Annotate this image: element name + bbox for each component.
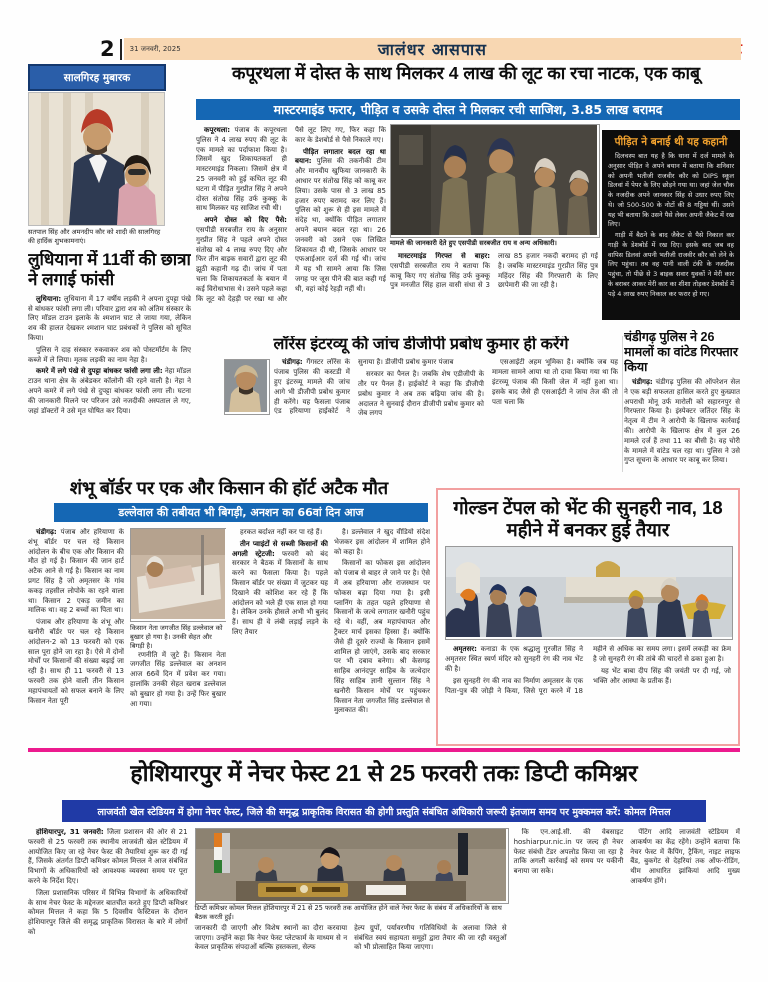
paragraph: गाड़ी में बैठने के बाद जैकेट से पैसे निकाल कर गाड़ी के डेशबोर्ड में रख दिए। इसके बाद जब वह वापिस डिलवां अपनी भतीजी राजवीर कौर को लेने के लिए पहुंचा। तब वह पानी वाली टंकी के नजदीक पहुंचा, तो पीछे से 3 बाइक सवार युवकों ने मेरी कार के बराबर आकर मेरी कार का शीशा तोड़कर डेशबोर्ड में पड़े 4 लाख रुपए निकाल कर फरार हो गए। [608, 231, 734, 298]
lawrence-article [224, 336, 623, 472]
paragraph [624, 378, 740, 466]
para-text: गैंगस्टर लॉरेंस के पंजाब पुलिस की कस्टडी में हुए इंटरव्यू मामले की जांच आगे भी डीजीपी प्रबोध कुमार ही करेंगे। यह फैसला पंजाब एंड हरियाणा हाईकोर्ट ने सुनाया है। डीजीपी प्रबोध कुमार पंजाब [274, 358, 454, 416]
paragraph [334, 528, 430, 557]
kapurthala-body [196, 126, 386, 334]
ludhiana-body [28, 295, 191, 417]
chandigarh-headline: चंडीगढ़ पुलिस ने 26 मामलों का वांटेड गिरफ्तार किया [624, 330, 738, 374]
para-text: चंडीगढ़ पुलिस की ऑपरेशन सेल ने एक बड़ी सफलता हासिल करते हुए कुख्यात अपराधी मोनू उर्फ मारोली को सहारनपुर से गिरफ्तार किया है। इंस्पेक्टर जतिंदर सिंह के नेतृत्व में टीम ने आरोपी के खिलाफ कार्रवाई की। आरोपी के खिलाफ क्षेत्र में कुल 26 मामले दर्ज हैं तथा 11 का बीसी है। वह चोरी के मामले में वांटेड चल रहा था। पुलिस ने उसे गुप्त सूचना के आधार पर काबू कर लिया। [624, 378, 740, 465]
hoshiarpur-col3 [514, 828, 624, 976]
chandigarh-article [624, 330, 740, 482]
para-text: कनाडा के एक श्रद्धालु गुरजीत सिंह ने अमृतसर स्थित स्वर्ण मंदिर को सुनहरी रंग की नाव भेंट की है। [445, 645, 583, 673]
paragraph [390, 252, 598, 292]
victim-story-sidebar [602, 130, 740, 320]
para-text: पंजाब और हरियाणा के शंभू और खनौरी बॉर्डर पर चल रहे किसान आंदोलन-2 को 13 फरवरी को एक साल पूरा होने जा रहा है। ऐसे में दोनों मोर्चों पर किसानों की संख्या बढ़ाई जा रही है। साथ ही 11 फरवरी से 13 फरवरी तक होने वाली तीन किसान महापंचायतों को सफल बनाने के लिए किसान नेता पूरी [28, 618, 124, 705]
paragraph [445, 645, 583, 674]
hoshiarpur-photo-column [195, 828, 507, 976]
paragraph [28, 828, 188, 887]
para-text: नेहा मॉडल टाउन थाना क्षेत्र के अंबेडकर कॉलोनी की रहने वाली है। नेहा ने अपने कमरे में लगे पंखे से दुपट्टा बांधकर फांसी लगा ली। घटना की जानकारी मिलने पर परिजन उसे नजदीकी अस्पताल ले गए, जहां डॉक्टरों ने उसे मृत घोषित कर दिया। [28, 367, 191, 415]
shambhu-subheadline: डल्लेवाल की तबीयत भी बिगड़ी, अनशन का 66वां दिन आज [54, 503, 428, 522]
shambhu-headline: शंभू बॉर्डर पर एक और किसान की हॉर्ट अटैक मौत [69, 478, 389, 498]
para-lead: होशियारपुर, 31 जनवरी: [36, 828, 104, 836]
under-caption-col-a: जानकारी दी जाएगी और विशेष स्थानों का दौरा करवाया जाएगा। उन्होंने कहा कि नेचर फेस्ट प्लेटफार्म के माध्यम से न केवल प्राकृतिक संपदाओं बल्कि हस्तकला, सेल्फ [194, 923, 348, 952]
para-text: पुलिस की तकनीकी टीम और मानवीय खुफिया जानकारी के आधार पर संतोख सिंह को काबू कर लिया। उसके पास से 3 लाख 85 हजार रुपए बरामद कर लिए हैं। पुलिस को शुरू से ही इस मामले में संदेह था, क्योंकि पीड़ित लगातार अपने बयान बदल रहा था। 26 जनवरी को उसने एक लिखित शिकायत दी थी, जिसके आधार पर एफआईआर दर्ज की गई थी। जांच में यह भी सामने आया कि जिस जगह पर जूस पीने की बात कही गई थी, वहां कोई रेहड़ी नहीं थी। [295, 157, 386, 293]
shambhu-col3 [232, 528, 328, 732]
para-text: लुधियाना में 17 वर्षीय लड़की ने अपना दुपट्टा पंखे से बांधकर फांसी लगा ली। परिवार द्वारा शव को अंतिम संस्कार के लिए मॉडल टाउन इलाके के श्मशान घाट ले जाया गया, लेकिन शव की हालत देखकर श्मशान घाट प्रबंधकों ने पुलिस को सूचित किया। [28, 294, 191, 342]
shambhu-col4 [334, 528, 430, 732]
hoshiarpur-col1 [28, 828, 188, 976]
hoshiarpur-col4 [630, 828, 740, 976]
paragraph [334, 559, 430, 716]
para-text: जिला प्रशासन की ओर से 21 फरवरी से 25 फरवरी तक स्थानीय लाजवंती खेल स्टेडियम में आयोजित किए जा रहे नेचर फेस्ट की तैयारियां शुरू कर दी गई हैं, जिसके अंतर्गत डिप्टी कमिश्नर कोमल मित्तल ने आज संबंधित विभागों के अधिकारियों को आवश्यक व्यवस्था समय पर पूरा करने के निर्देश दिए। [28, 828, 188, 885]
paragraph [492, 358, 618, 407]
para-text: फरवरी को बंद सरकार ने बैठक में किसानों के साथ करने का फैसला किया है। पहले किसान बॉर्डर पर संख्या में जुटकर यह दिखाने की कोशिश कर रहे हैं कि आंदोलन को भले ही एक साल हो गया है। लेकिन उनके हौसले अभी भी बुलंद हैं। साथ ही वे लंबी लड़ाई लड़ने के लिए तैयार [232, 549, 328, 636]
lawrence-body [224, 358, 618, 462]
sidebar-title: पीड़ित ने बनाई थी यह कहानी [614, 136, 728, 148]
para-text: किसानों का फोकस इस आंदोलन को पंजाब से बाहर ले जाने पर है। ऐसे में अब हरियाणा और राजस्थान पर फोकस बढ़ा दिया गया है। इसी प्लानिंग के तहत पहले हरियाणा से किसानों के जत्थे लगातार खनौरी पहुंच रहे थे। वहीं, अब महापंचायत और ट्रैक्टर मार्च इसका हिस्सा हैं। क्योंकि जैसे ही दूसरे राज्यों के किसान इसमें शामिल हो जाएंगे, उसके बाद सरकार पर भी दबाव बनेगा। श्री केसगढ़ साहिब आनंदपुर साहिब के जत्थेदार सिंह साहिब ज्ञानी सुल्तान सिंह ने खनौरी किसान मोर्चे पर पहुंचकर किसान नेता जगजीत सिंह डल्लेवाल से मुलाकात की। [334, 559, 430, 715]
paragraph [593, 667, 731, 687]
para-text: पुलिस ने दाह संस्कार रुकवाकर शव को पोस्टमॉर्टम के लिए कब्जे में ले लिया। मृतक लड़की का नाम नेहा है। [28, 345, 191, 364]
date-label: 31 जनवरी, 2025 [129, 44, 181, 53]
paragraph [28, 367, 191, 416]
police-press-photo [390, 124, 600, 238]
paragraph: कि एन.आई.सी. की वेबसाइट hoshiarpur.nic.in पर जल्द ही नेचर फेस्ट संबंधी टेंडर अपलोड किया जा रहा है ताकि अगली कार्रवाई को समय पर यकीनी बनाया जा सके। [513, 828, 624, 876]
meeting-photo [195, 828, 509, 904]
dallewal-photo-caption: किसान नेता जगजीत सिंह डल्लेवाल को बुखार हो गया है। उनकी सेहत और बिगड़ी है। [130, 624, 223, 650]
para-text: है। डल्लेवाल ने खुद वीडियो संदेश भेजकर इस आंदोलन में शामिल होने को कहा है। [334, 528, 430, 556]
para-text: एसआईटी अहम भूमिका है। क्योंकि जब यह मामला सामने आया था तो दावा किया गया था कि इंटरव्यू पंजाब की किसी जेल में नहीं हुआ था। इसके बाद जैसे ही एसआईटी ने जांच तेज की तो पता चला कि [492, 358, 618, 406]
lawrence-mugshot-photo [224, 359, 270, 415]
anniversary-tag: सालगिरह मुबारक [28, 64, 166, 91]
para-text: इस सुनहरी रंग की नाव का निर्माण अमृतसर के एक पिता-पुत्र की जोड़ी ने किया, जिसे पूरा करने में 18 महीने से अधिक का समय लगा। इसमें लकड़ी का फ्रेम है जो सुनहरी रंग की तांबे की चादरों से ढका हुआ है। [445, 645, 731, 695]
anniversary-photo [28, 92, 165, 226]
para-text: सरकार का पैनल है। जबकि शेष एडीजीपी के तौर पर पैनल हैं। हाईकोर्ट ने कहा कि डीजीपी प्रबोध कुमार ने अब तक बढ़िया जांच की है। अदालत ने सुनवाई दौरान डीजीपी प्रबोध कुमार को जेब लगप [358, 370, 484, 418]
sidebar-body [608, 152, 734, 299]
hoshiarpur-under-caption [195, 924, 507, 953]
para-lead: तीन प्वाइंटों से सब्जी किसानों की अगली स्ट्रेटजी: [232, 539, 328, 558]
header-band [124, 38, 742, 60]
paragraph [28, 618, 124, 706]
paragraph [28, 889, 188, 938]
paragraph: पेंटिंग आदि लाजवंती स्टेडियम में आकर्षण का केंद्र रहेंगे। उन्होंने बताया कि नेचर फेस्ट में कैंपिंग, ट्रैकिंग, नाइट लाइफ बैंड, बुकगेट से देहरियां तक ऑफ-रोडिंग, थीम आधारित झांकियां आदि मुख्य आकर्षण होंगे। [630, 828, 740, 885]
goldentemple-headline: गोल्डन टेंपल को भेंट की सुनहरी नाव, 18 महीने में बनकर हुई तैयार [453, 497, 723, 541]
shambhu-col2-text [130, 651, 226, 710]
para-lead: कपूरथला: [204, 126, 231, 134]
lawrence-headline: लॉरेंस इंटरव्यू की जांच डीजीपी प्रबोध कुमार ही करेंगे [273, 336, 569, 353]
hoshiarpur-body [28, 828, 740, 976]
para-lead: अमृतसर: [453, 645, 477, 654]
ludhiana-article [28, 250, 191, 474]
kapurthala-subheadline: मास्टरमाइंड फरार, पीड़ित व उसके दोस्त ने मिलकर रची साजिश, 3.85 लाख बरामद [196, 99, 740, 120]
hoshiarpur-subheadline: लाजवंती खेल स्टेडियम में होगा नेचर फेस्ट, जिले की समृद्ध प्राकृतिक विरासत की होगी प्रस्तुति संबंधित अधिकारी जरूरी इंतजाम समय पर मुक्कमल करें: कोमल मित्तल [62, 800, 706, 822]
para-lead: कमरे में लगे पंखे से दुपट्टा बांधकर फांसी लगा ली: [36, 367, 163, 376]
para-lead: पीड़ित लगातार बदल रहा था बयान: [295, 147, 386, 166]
shambhu-body [28, 528, 430, 732]
section-title: जालंधर आसपास [377, 40, 487, 59]
para-lead: अपने दोस्त को दिए पैसे: [204, 216, 287, 225]
kapurthala-body-continued [390, 252, 598, 332]
para-text: एसपीडी सरबजीत राय के अनुसार गुरप्रीत सिंह ने पहले अपने दोस्त संतोख को 4 लाख रुपए दिए और फिर तीन बाइक सवारों द्वारा लूट की झूठी कहानी गढ़ दी। जांच में पता चला कि शिकायतकर्ता के बयान में कई विरोधाभास थे। उसने पहले कहा कि लूट को देहड़ी पर रखा था और पैसे लूट लिए गए, फिर कहा कि कार के डेशबोर्ड से पैसे निकाले गए। [196, 126, 386, 303]
shambhu-col2 [130, 528, 226, 732]
paragraph [28, 346, 191, 366]
under-caption-col-b: हेल्प ग्रुपों, पर्यावरणीय गतिविधियों के अलावा जिले से संबंधित स्वयं सहायता समूहों द्वारा तैयार की जा रही वस्तुओं को भी प्रोत्साहित किया जाएगा। [354, 923, 507, 952]
police-photo-caption: मामले की जानकारी देते हुए एसपीडी सरबजीत राय व अन्य अधिकारी। [390, 239, 557, 247]
dallewal-photo [130, 528, 226, 622]
paragraph [232, 528, 328, 538]
para-text: जिला प्रशासनिक परिसर में विभिन्न विभागों के अधिकारियों के साथ नेचर फेस्ट के मद्देनजर बातचीत करते हुए डिप्टी कमिश्नर कोमल मित्तल ने कहा कि 5 दिवसीय फेस्टिवल के दौरान होशियारपुर जिले की समृद्ध प्राकृतिक विरासत के बारे में लोगों को [28, 888, 188, 936]
section-divider [28, 748, 740, 752]
paragraph [232, 540, 328, 638]
para-lead: मास्टरमाइंड गिरफ्त से बाहर: [398, 252, 490, 260]
para-lead: चंडीगढ़: [282, 358, 303, 367]
paragraph [28, 528, 124, 616]
ludhiana-headline: लुधियाना में 11वीं की छात्रा ने लगाई फांसी [28, 250, 191, 290]
kapurthala-headline: कपूरथला में दोस्त के साथ मिलकर 4 लाख की लूट का रचा नाटक, एक काबू [231, 63, 701, 83]
goldentemple-article [436, 488, 740, 746]
para-lead: चंडीगढ़: [632, 378, 653, 386]
page-number: 2 [100, 39, 122, 60]
para-text: पंजाब के कपूरथला पुलिस ने 4 लाख रुपए की लूट के एक मामले का पर्दाफाश किया है। जिसमें खुद शिकायतकर्ता ही मास्टरमाइंड निकला। जिसमें क्षेत्र में 25 जनवरी को हुई कथित लूट की घटना में पीड़ित गुरप्रीत सिंह ने अपने दोस्त संतोख सिंह उर्फ कुक्कू के साथ मिलकर यह साजिश रची थी। [196, 126, 287, 213]
paragraph [196, 126, 287, 214]
paragraph: रणनीति में जुटे हैं। किसान नेता जगजीत सिंह डल्लेवाल का अनशन आज 66वें दिन में प्रवेश कर गया। हालांकि उनकी सेहत खराब डल्लेवाल को बुखार हो गया है। उन्हें फिर बुखार आ गया। [130, 650, 226, 708]
para-text: यह भेंट बाबा दीप सिंह की जयंती पर दी गई, जो भक्ति और आस्था के प्रतीक हैं। [593, 666, 731, 685]
paragraph [358, 370, 484, 419]
hoshiarpur-headline: होशियारपुर में नेचर फेस्ट 21 से 25 फरवरी तकः डिप्टी कमिश्नर [130, 760, 638, 786]
anniversary-caption: सतपाल सिंह और अमनदीप कौर को शादी की सालगिरह की हार्दिक शुभकामनाएं। [28, 228, 161, 245]
paragraph: दिलचस्प बात यह है कि थाना में दर्ज मामले के अनुसार पीड़ित ने अपने बयान में बताया कि शनिवार को अपनी भतीजी राजवीर कौर को DIPS स्कूल डिलवां में पेपर के लिए छोड़ने गया था। जहां जेल चौक के नजदीक अपने जानकार सिंह से उधार रुपए लिए थे। जो 500-500 के नोटों की 8 गड्डियां थीं। उसने यह भी बताया कि उसने पैसे लेकर अपनी जैकेट में रख लिए। [608, 152, 734, 229]
page-header [100, 36, 742, 62]
chandigarh-body [624, 378, 740, 466]
para-lead: लुधियाना: [36, 294, 62, 303]
paragraph [28, 295, 191, 344]
para-text: हरकत बर्दाश्त नहीं कर पा रहे हैं। [240, 528, 323, 536]
meeting-photo-caption: डिप्टी कमिश्नर कोमल मित्तल होशियारपुर में 21 से 25 फरवरी तक आयोजित होने वाले नेचर फेस्ट के संबंध में अधिकारियों के साथ बैठक करती हुईं। [194, 904, 502, 921]
paragraph [295, 148, 386, 295]
para-text: एसपीडी सरबजीत राय ने बताया कि काबू किए गए संतोख सिंह उर्फ कुक्कू पुत्र मनजीत सिंह हाल वासी संधा से 3 लाख 85 हजार नकदी बरामद हो गई है। जबकि मास्टरमाइंड गुरप्रीत सिंह पुत्र महिंदर सिंह की गिरफ्तारी के लिए छापेमारी की जा रही है। [390, 252, 598, 290]
goldentemple-body [445, 645, 731, 731]
para-text: पंजाब और हरियाणा के शंभू बॉर्डर पर चल रहे किसान आंदोलन के बीच एक और किसान की मौत हो गई है। किसान की जान हार्ट अटैक आने से गई है। किसान का नाम प्रगट सिंह है जो अमृतसर के गांव ककड़ तहसील लोपोके का रहने वाला था। किसान 2 एकड़ जमीन का मालिक था। वह 2 बच्चों का पिता था। [28, 528, 124, 615]
goldentemple-photo [445, 546, 733, 640]
para-lead: चंडीगढ़: [36, 528, 57, 536]
shambhu-col1 [28, 528, 124, 732]
